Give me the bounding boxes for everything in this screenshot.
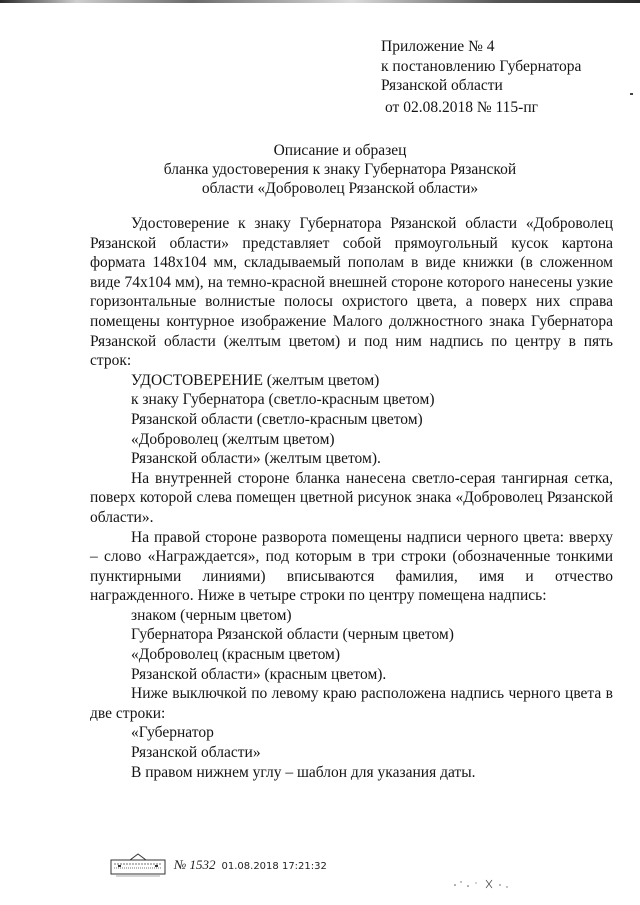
list-line: к знаку Губернатора (светло-красным цветом): [131, 391, 435, 409]
list-line: Рязанской области» (желтым цветом).: [131, 450, 381, 468]
resolution-date: от 02.08.2018 № 115-пг: [385, 98, 538, 116]
scan-noise: [452, 876, 532, 892]
region-name: Рязанской области: [381, 77, 503, 94]
document-title: [150, 141, 530, 198]
title-line: бланка удостоверения к знаку Губернатора Рязанской: [163, 161, 517, 178]
list-line: Рязанской области» (красным цветом).: [131, 665, 387, 683]
document-body: [90, 214, 613, 782]
paragraph-4: Ниже выключкой по левому краю расположена надпись черного цвета в две строки:: [90, 685, 613, 722]
list-line: Губернатора Рязанской области (черным цветом): [131, 626, 454, 644]
paragraph-3: На правой стороне разворота помещены надписи черного цвета: вверху – слово «Награждается», под которым в три строки (обозначенные тонкими пунктирными линиями) вписываются фамилия, имя и отчество награжденного. Ниже в четыре строки по центру помещена надпись:: [90, 528, 613, 605]
list-line: УДОСТОВЕРЕНИЕ (желтым цветом): [131, 371, 380, 389]
registration-info: [174, 857, 327, 873]
list-line: знаком (черным цветом): [131, 606, 292, 624]
paragraph-2: На внутренней стороне бланка нанесена светло-серая тангирная сетка, поверх которой слева помещен цветной рисунок знака «Доброволец Рязанской области».: [90, 469, 613, 526]
list-line: Рязанской области»: [131, 744, 261, 762]
approval-block: [381, 37, 581, 117]
list-line: Рязанской области (светло-красным цветом): [131, 410, 423, 428]
list-line: «Губернатор: [131, 724, 214, 742]
paragraph-1: Удостоверение к знаку Губернатора Рязанской области «Доброволец Рязанской области» представляет собой прямоугольный кусок картона формата 148х104 мм, складываемый пополам в виде книжки (в сложенном виде 74х104 мм), на темно-красной внешней стороне которого нанесены узкие горизонтальные волнистые полосы охристого цвета, а поверх них справа помещены контурное изображение Малого должностного знака Губернатора Рязанской области (желтым цветом) и под ним надпись по центру в пять строк:: [90, 215, 613, 370]
title-line: области «Доброволец Рязанской области»: [201, 180, 479, 197]
office-seal-icon: [110, 852, 166, 878]
scan-speck: [630, 93, 633, 95]
registration-number: № 1532: [174, 857, 216, 872]
list-line: «Доброволец (желтым цветом): [131, 430, 335, 448]
title-line: Описание и образец: [273, 142, 407, 159]
registration-timestamp: 01.08.2018 17:21:32: [221, 861, 327, 872]
registration-footer: [110, 852, 327, 878]
appendix-number: Приложение № 4: [381, 38, 495, 55]
resolution-ref: к постановлению Губернатора: [381, 57, 582, 75]
list-line: «Доброволец (красным цветом): [131, 646, 340, 664]
paragraph-5: В правом нижнем углу – шаблон для указания даты.: [131, 763, 476, 781]
scan-edge: [0, 0, 640, 3]
